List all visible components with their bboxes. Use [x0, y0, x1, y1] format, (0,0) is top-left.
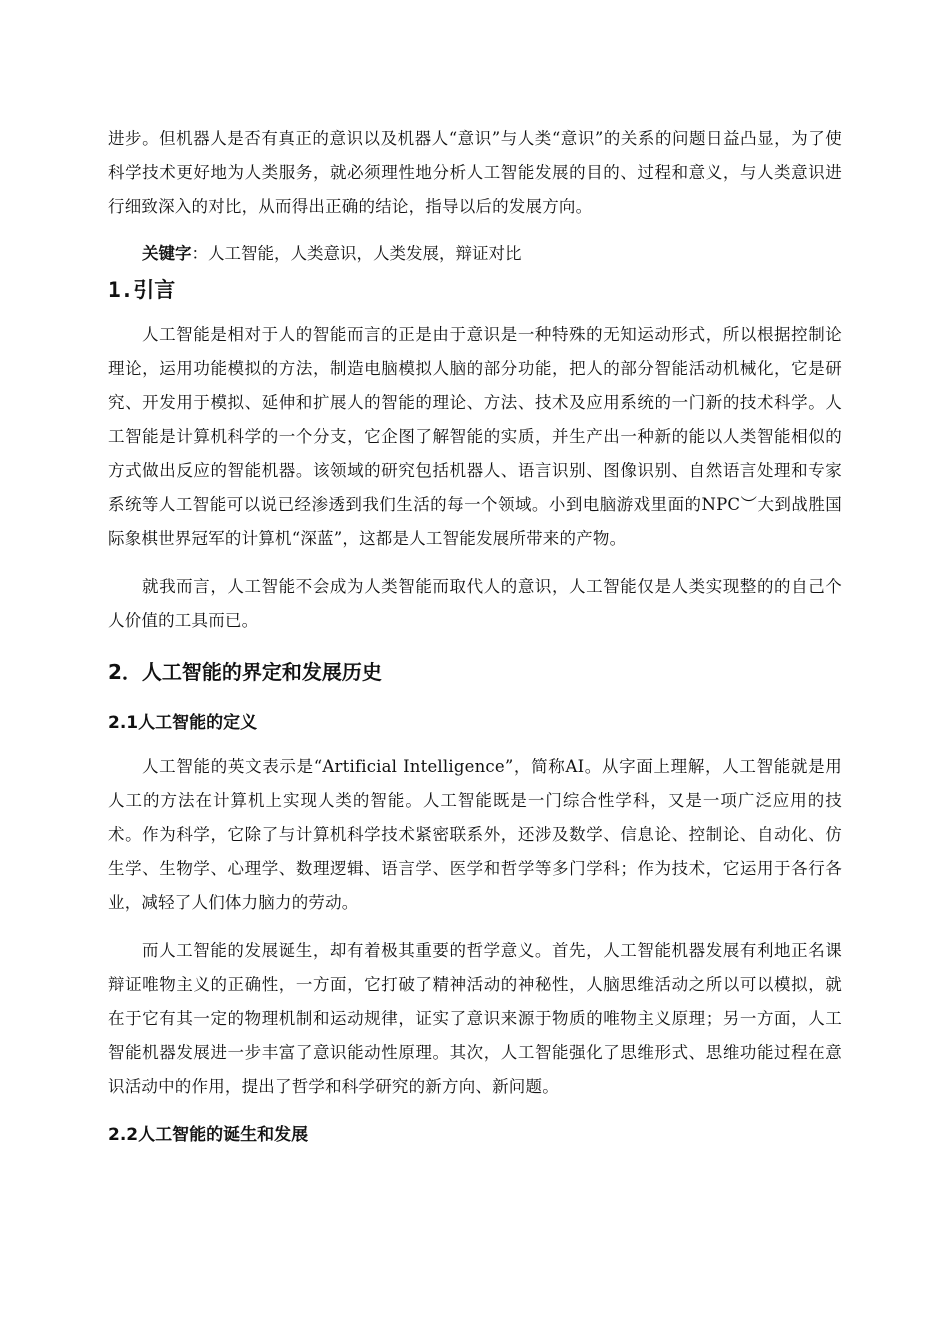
section-2-1-paragraph-2: 而人工智能的发展诞生，却有着极其重要的哲学意义。首先，人工智能机器发展有利地正名课辩证唯物主义的正确性，一方面，它打破了精神活动的神秘性，人脑思维活动之所以可以模拟，就在于它有其一定的物理机制和运动规律，证实了意识来源于物质的唯物主义原理；另一方面，人工智能机器发展进一步丰富了意识能动性原理。其次，人工智能强化了思维形式、思维功能过程在意识活动中的作用，提出了哲学和科学研究的新方向、新问题。 — [108, 941, 842, 1096]
section-2-2-heading: 2.2人工智能的诞生和发展 — [108, 1125, 309, 1145]
keywords-line — [108, 238, 842, 270]
abstract-continuation: 进步。但机器人是否有真正的意识以及机器人“意识”与人类“意识”的关系的问题日益凸显，为了使科学技术更好地为人类服务，就必须理性地分析人工智能发展的目的、过程和意义，与人类意识进行细致深入的对比，从而得出正确的结论，指导以后的发展方向。 — [108, 129, 842, 216]
section-1-paragraph-1: 人工智能是相对于人的智能而言的正是由于意识是一种特殊的无知运动形式，所以根据控制论理论，运用功能模拟的方法，制造电脑模拟人脑的部分功能，把人的部分智能活动机械化，它是研究、开发用于模拟、延伸和扩展人的智能的理论、方法、技术及应用系统的一门新的技术科学。人工智能是计算机科学的一个分支，它企图了解智能的实质，并生产出一种新的能以人类智能相似的方式做出反应的智能机器。该领域的研究包括机器人、语言识别、图像识别、自然语言处理和专家系统等人工智能可以说已经渗透到我们生活的每一个领域。小到电脑游戏里面的NPC︶大到战胜国际象棋世界冠军的计算机“深蓝”，这都是人工智能发展所带来的产物。 — [108, 325, 842, 548]
section-2-1-heading: 2.1人工智能的定义 — [108, 713, 258, 733]
keywords-label: 关键字 — [142, 244, 192, 263]
section-1-paragraph-2: 就我而言，人工智能不会成为人类智能而取代人的意识，人工智能仅是人类实现整的的自己个人价值的工具而已。 — [108, 577, 842, 630]
section-2-heading: 2．人工智能的界定和发展历史 — [108, 660, 382, 684]
section-1-heading: 1.引言 — [108, 278, 176, 302]
keywords-text: ：人工智能，人类意识，人类发展，辩证对比 — [191, 244, 522, 263]
section-2-1-paragraph-1: 人工智能的英文表示是“Artificial Intelligence”，简称AI。从字面上理解，人工智能就是用人工的方法在计算机上实现人类的智能。人工智能既是一门综合性学科，又是一项广泛应用的技术。作为科学，它除了与计算机科学技术紧密联系外，还涉及数学、信息论、控制论、自动化、仿生学、生物学、心理学、数理逻辑、语言学、医学和哲学等多门学科；作为技术，它运用于各行各业，减轻了人们体力脑力的劳动。 — [108, 757, 842, 912]
